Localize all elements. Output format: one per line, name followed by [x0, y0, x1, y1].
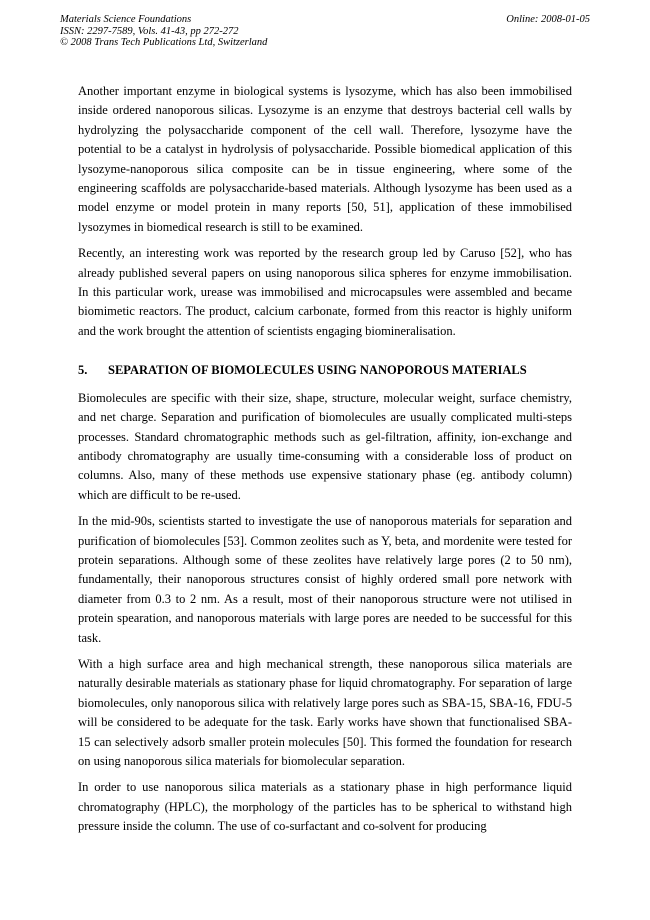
paragraph-zeolites: In the mid-90s, scientists started to investigate the use of nanoporous materials for separation and purification of biomolecules [53]. Common zeolites such as Y, beta, and mordenite were tested for protein separations. Although some of these zeolites have relatively large pores (2 to 50 nm), fundamentally, their nanoporous structures consist of highly ordered small pore network with diameter from 0.3 to 2 nm. As a result, most of their nanoporous structure were not utilised in protein spearation, and nanoporous materials with large pores are needed to be successful for this task. — [78, 514, 572, 645]
article-body — [78, 82, 572, 844]
section-heading — [78, 361, 572, 380]
section-title: SEPARATION OF BIOMOLECULES USING NANOPOROUS MATERIALS — [108, 363, 527, 378]
section-number: 5. — [78, 363, 88, 378]
paragraph-lysozyme: Another important enzyme in biological systems is lysozyme, which has also been immobilised inside ordered nanoporous silicas. Lysozyme is an enzyme that destroys bacterial cell walls by hydrolyzing the polysaccharide component of the cell wall. Therefore, lysozyme have the potential to be a catalyst in hydrolysis of polysaccharide. Possible biomedical application of this lysozyme-nanoporous silica composite can be in tissue engineering, where some of the engineering scaffolds are polysaccharide-based materials. Although lysozyme has been used as a model enzyme or model protein in many reports [50, 51], application of these immobilised lysozymes in biomedical research is still to be examined. — [78, 84, 572, 234]
journal-name: Materials Science Foundations — [60, 14, 192, 25]
paragraph-surface-area: With a high surface area and high mechanical strength, these nanoporous silica materials are naturally desirable materials as stationary phase for liquid chromatography. For separation of large biomolecules, only nanoporous silica with relatively large pores such as SBA-15, SBA-16, FDU-5 will be considered to be adequate for the task. Early works have shown that functionalised SBA-15 can selectively adsorb smaller protein molecules [50]. This formed the foundation for research on using nanoporous silica materials for biomolecular separation. — [78, 656, 572, 768]
header-journal-info — [60, 14, 267, 49]
paragraph-caruso: Recently, an interesting work was reported by the research group led by Caruso [52], who has already published several papers on using nanoporous silica spheres for enzyme immobilisation. In this particular work, urease was immobilised and microcapsules were assembled and became biomimetic reactors. The product, calcium carbonate, formed from this reactor is highly uniform and the work brought the attention of scientists engaging biomineralisation. — [78, 246, 572, 338]
paragraph-hplc: In order to use nanoporous silica materials as a stationary phase in high performance liquid chromatography (HPLC), the morphology of the particles has to be spherical to withstand high pressure inside the column. The use of co-surfactant and co-solvent for producing — [78, 780, 572, 834]
paragraph-biomolecules: Biomolecules are specific with their size, shape, structure, molecular weight, surface chemistry, and net charge. Separation and purification of biomolecules are usually complicated multi-steps processes. Standard chromatographic methods such as gel-filtration, affinity, ion-exchange and antibody chromatography are usually time-consuming with a considerable loss of product on columns. Also, many of these methods use expensive stationary phase (eg. antibody column) which are difficult to be re-used. — [78, 390, 572, 502]
issn-line: ISSN: 2297-7589, Vols. 41-43, pp 272-272 — [60, 25, 239, 37]
online-date: Online: 2008-01-05 — [506, 14, 590, 25]
copyright-line: © 2008 Trans Tech Publications Ltd, Switzerland — [60, 37, 268, 48]
